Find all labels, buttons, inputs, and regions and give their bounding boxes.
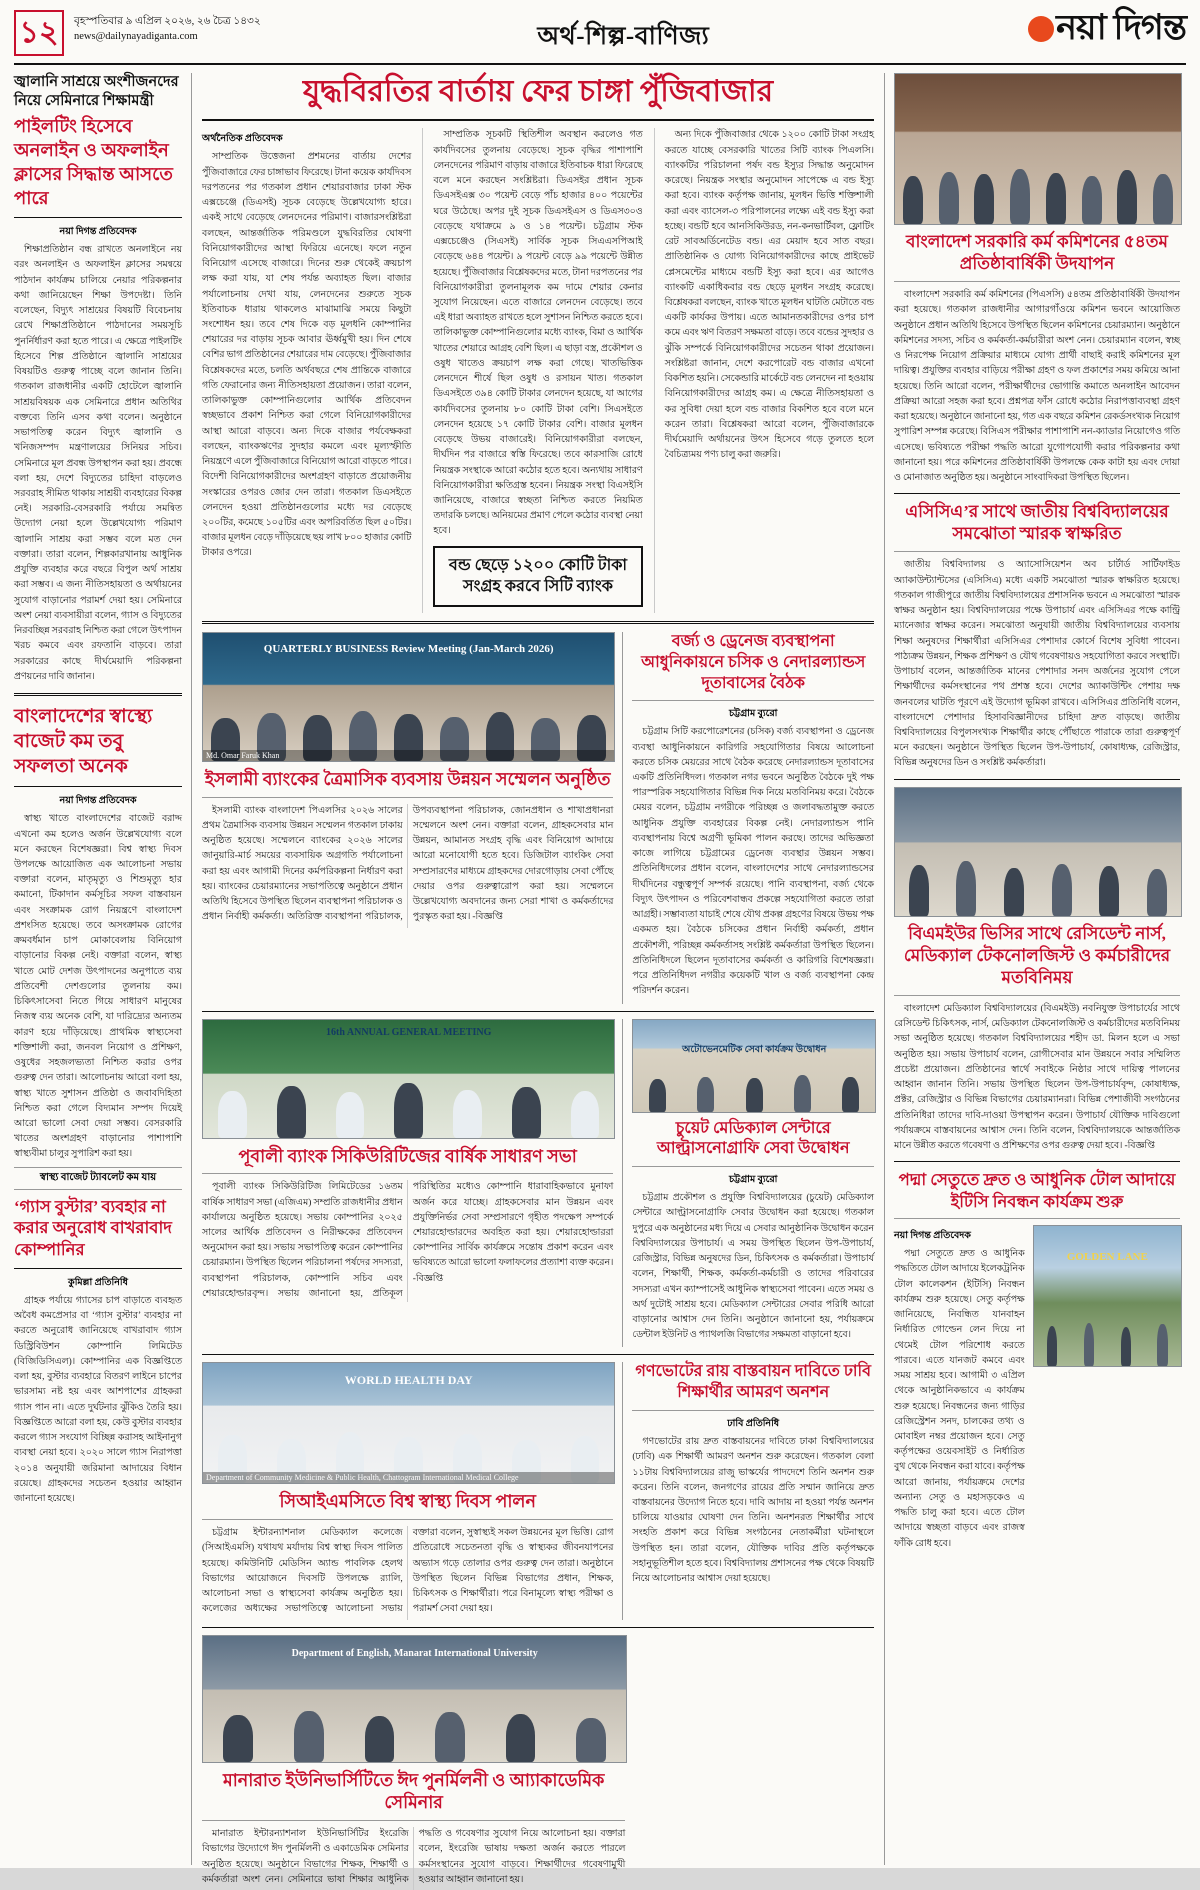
photo-banner-text: Department of English, Manarat International University (291, 1648, 538, 1660)
story-manarat (202, 1635, 874, 1890)
mid-row-2 (202, 1019, 874, 1348)
bmu-photo (894, 787, 1182, 917)
story-energy-seminar (14, 73, 182, 685)
story-body: গ্রাহক পর্যায়ে গ্যাসের চাপ বাড়াতে ব্যবহৃত অবৈধ কমপ্রেসার বা ‘গ্যাস বুস্টার’ ব্যবহার না করতে অনুরোধ জানিয়েছে বাখরাবাদ গ্যাস ডিস্ট্রিবিউশন কোম্পানি লিমিটেড (বিজিডিসিএল)। কোম্পানির এক বিজ্ঞপ্তিতে বলা হয়, বুস্টার ব্যবহারে বিতরণ লাইনে চাপের ভারসাম্য নষ্ট হয় এবং আশপাশের গ্রাহকরা গ্যাস পান না। এতে দুর্ঘটনার ঝুঁকিও তৈরি হয়। বিজ্ঞপ্তিতে আরো বলা হয়, কেউ বুস্টার ব্যবহার করলে গ্যাস সংযোগ বিচ্ছিন্ন করাসহ আইনানুগ ব্যবস্থা নেয়া হবে। ২০২০ সালে গ্যাস নিরাপত্তা ২০১৪ অনুযায়ী জরিমানা আদায়ের বিধান রয়েছে। গ্রাহকদের সচেতন হওয়ার আহ্বান জানানো হয়েছে। (14, 1295, 182, 1505)
photo-banner-text: অটোভেনমেটিক সেবা কার্যক্রম উদ্বোধন (682, 1045, 827, 1056)
photo-banner-text: GOLDEN LANE (1066, 1251, 1148, 1264)
masthead (14, 10, 1186, 65)
story-headline: ‘গ্যাস বুস্টার’ ব্যবহার না করার অনুরোধ বাখরাবাদ কোম্পানির (14, 1196, 172, 1260)
story-padma-toll (894, 1169, 1180, 1556)
page-grid (14, 73, 1186, 1885)
story-body: গণভোটের রায় দ্রুত বাস্তবায়নের দাবিতে ঢাকা বিশ্ববিদ্যালয়ের (ঢাবি) এক শিক্ষার্থী আমরণ অনশন শুরু করেছেন। গতকাল বেলা ১১টায় বিশ্ববিদ্যালয়ের রাজু ভাস্কর্যের পাদদেশে তিনি অনশন শুরু করেন। তিনি বলেন, জনগণের রায়ের প্রতি সম্মান জানিয়ে দ্রুত বাস্তবায়নের উদ্যোগ নিতে হবে। দাবি আদায় না হওয়া পর্যন্ত অনশন চালিয়ে যাওয়ার ঘোষণা দেন তিনি। অনশনরত শিক্ষার্থীর সাথে সংহতি প্রকাশ করে বিভিন্ন সংগঠনের নেতাকর্মীরা ঘটনাস্থলে উপস্থিত হন। তারা বলেন, যৌক্তিক দাবির প্রতি কর্তৃপক্ষকে সহানুভূতিশীল হতে হবে। বিশ্ববিদ্যালয় প্রশাসনের পক্ষ থেকে বিষয়টি নিয়ে আলোচনার আশ্বাস দেয়া হয়েছে। (632, 1437, 874, 1585)
story-kicker: জ্বালানি সাশ্রয়ে অংশীজনদের নিয়ে সেমিনারে শিক্ষামন্ত্রী (14, 74, 179, 110)
lead-story (202, 73, 874, 613)
story-headline: বিএমইউর ভিসির সাথে রেসিডেন্ট নার্স, মেডিক্যাল টেকনোলজিস্ট ও কর্মচারীদের মতবিনিময় (903, 923, 1171, 987)
story-headline: পূবালী ব্যাংক সিকিউরিটিজের বার্ষিক সাধারণ সভা (238, 1145, 577, 1166)
sun-icon (1028, 16, 1054, 42)
story-health-budget (14, 704, 182, 1190)
lead-body-col1: সাম্প্রতিক উত্তেজনা প্রশমনের বার্তায় দেশের পুঁজিবাজারে ফের চাঙ্গাভাব ফিরেছে। টানা কয়েক কার্যদিবস দরপতনের পর গতকাল প্রধান শেয়ারবাজার ঢাকা স্টক এক্সচেঞ্জে (ডিএসই) সূচক বেড়েছে উল্লেখযোগ্য হারে। একই সাথে বেড়েছে লেনদেনের পরিমাণ। বাজারসংশ্লিষ্টরা বলছেন, আন্তর্জাতিক পরিমণ্ডলে যুদ্ধবিরতির ঘোষণা বিনিয়োগকারীদের আস্থা ফিরিয়ে এনেছে। ফলে নতুন বিনিয়োগ এসেছে বাজারে। দিনের শুরু থেকেই ক্রয়চাপ লক্ষ করা যায়, যা শেষ পর্যন্ত অব্যাহত ছিল। বাজার পর্যালোচনায় দেখা যায়, লেনদেনের শুরুতে সূচক ইতিবাচক ধারায় থাকলেও মাঝামাঝি সময়ে কিছুটা সংশোধন হয়। তবে শেষ দিকে বড় মূলধনি কোম্পানির শেয়ারের দর বাড়ায় সূচক আবার ঊর্ধ্বমুখী হয়। দিন শেষে বেশির ভাগ প্রতিষ্ঠানের শেয়ারের দাম বেড়েছে। পুঁজিবাজার বিশ্লেষকদের মতে, চলতি অর্থবছরে শেষ প্রান্তিকে বাজারে গতি ফেরানোর জন্য নীতিসহায়তা প্রয়োজন। তারা বলেন, তালিকাভুক্ত কোম্পানিগুলোর আর্থিক প্রতিবেদন স্বচ্ছভাবে প্রকাশ নিশ্চিত করা গেলে বিনিয়োগকারীদের আস্থা আরো বাড়বে। অন্য দিকে বাজার পর্যবেক্ষকরা বলছেন, ব্যাংকঋণের সুদহার কমলে এবং মূল্যস্ফীতি নিয়ন্ত্রণে এলে পুঁজিবাজারে বিনিয়োগ আরো বাড়তে পারে। বিদেশী বিনিয়োগকারীদের অংশগ্রহণ বাড়াতে প্রয়োজনীয় সংস্কারের ওপরও জোর দেন তারা। গতকাল ডিএসইতে লেনদেন হওয়া প্রতিষ্ঠানগুলোর মধ্যে দর বেড়েছে ২০০টির, কমেছে ১০৫টির এবং অপরিবর্তিত ছিল ৫০টির। বাজার মূলধন বেড়ে দাঁড়িয়েছে ছয় লাখ ৮০০ হাজার কোটি টাকার ওপরে। (202, 152, 412, 559)
cimc-photo (202, 1362, 615, 1484)
story-headline: এসিসিএ’র সাথে জাতীয় বিশ্ববিদ্যালয়ের সমঝোতা স্মারক স্বাক্ষরিত (905, 502, 1169, 544)
story-headline: বাংলাদেশের স্বাস্থ্যে বাজেট কম তবু সফলতা অনেক (14, 706, 153, 778)
story-headline: ইসলামী ব্যাংকের ত্রৈমাসিক ব্যবসায় উন্নয়ন সম্মেলন অনুষ্ঠিত (204, 768, 611, 789)
story-headline: মানারাত ইউনিভার্সিটিতে ঈদ পুনর্মিলনী ও আ্যাকাডেমিক সেমিনার (222, 1769, 605, 1813)
story-body: স্বাস্থ্য খাতে বাংলাদেশের বাজেট বরাদ্দ এখনো কম হলেও অর্জন উল্লেখযোগ্য বলে মনে করছেন বিশেষজ্ঞরা। বিশ্ব স্বাস্থ্য দিবস উপলক্ষে আয়োজিত এক আলোচনা সভায় বক্তারা বলেন, মাতৃমৃত্যু ও শিশুমৃত্যু হার কমানো, টিকাদান কর্মসূচির সফল বাস্তবায়ন এবং সংক্রামক রোগ নিয়ন্ত্রণে বাংলাদেশ প্রশংসিত হয়েছে। তবে অসংক্রামক রোগের ক্রমবর্ধমান চাপ মোকাবেলায় বিনিয়োগ বাড়ানোর বিকল্প নেই। বক্তারা বলেন, স্বাস্থ্য খাতে মোট দেশজ উৎপাদনের অনুপাতে ব্যয় প্রতিবেশী দেশগুলোর তুলনায় কম। চিকিৎসাসেবা নিতে গিয়ে সাধারণ মানুষের নিজস্ব ব্যয় অনেক বেশি, যা দারিদ্র্যের অন্যতম কারণ হয়ে দাঁড়িয়েছে। প্রাথমিক স্বাস্থ্যসেবা শক্তিশালী করা, জনবল নিয়োগ ও প্রশিক্ষণ, ওষুধের সহজলভ্যতা নিশ্চিত করার ওপর গুরুত্ব দেন তারা। আলোচনায় আরো বলা হয়, স্বাস্থ্য খাতে সুশাসন প্রতিষ্ঠা ও জবাবদিহিতা নিশ্চিত করা গেলে বিদ্যমান সম্পদ দিয়েই আরো ভালো সেবা দেয়া সম্ভব। বেসরকারি খাতের অংশগ্রহণ বাড়ানোর পাশাপাশি স্বাস্থ্যবীমা চালুর সুপারিশ করা হয়। (14, 814, 182, 1160)
story-body: জাতীয় বিশ্ববিদ্যালয় ও অ্যাসোসিয়েশন অব চার্টার্ড সার্টিফাইড অ্যাকাউন্ট্যান্টসের (এসিসিএ) মধ্যে একটি সমঝোতা স্মারক স্বাক্ষরিত হয়েছে। গতকাল গাজীপুরে জাতীয় বিশ্ববিদ্যালয়ের প্রশাসনিক ভবনে এ সমঝোতা স্মারক স্বাক্ষর অনুষ্ঠান হয়। বিশ্ববিদ্যালয়ের পক্ষে উপাচার্য এবং এসিসিএর পক্ষে কান্ট্রি ম্যানেজার স্বাক্ষর করেন। সমঝোতা অনুযায়ী জাতীয় বিশ্ববিদ্যালয়ের ব্যবসায় শিক্ষা অনুষদের শিক্ষার্থীরা এসিসিএর পেশাদার কোর্সে বিশেষ সুবিধা পাবেন। পাঠ্যক্রম উন্নয়ন, শিক্ষক প্রশিক্ষণ ও যৌথ গবেষণায়ও সহযোগিতা করবে সংস্থাটি। উপাচার্য বলেন, আন্তর্জাতিক মানের পেশাদার সনদ অর্জনের সুযোগ পেলে শিক্ষার্থীদের কর্মসংস্থানের পথ প্রশস্ত হবে। দেশের অ্যাকাউন্টিং পেশায় দক্ষ জনবলের ঘাটতি পূরণে এই উদ্যোগ ভূমিকা রাখবে। এসিসিএর প্রতিনিধি বলেন, বাংলাদেশে পেশাদার হিসাববিজ্ঞানীদের চাহিদা দ্রুত বাড়ছে। জাতীয় বিশ্ববিদ্যালয়ের বিপুলসংখ্যক শিক্ষার্থীর কাছে পৌঁছাতে পারাকে তারা গুরুত্বপূর্ণ মনে করছেন। অনুষ্ঠানে উপস্থিত ছিলেন উপ-উপাচার্য, কোষাধ্যক্ষ, রেজিস্ট্রার, বিভিন্ন অনুষদের ডিন ও সংশ্লিষ্ট কর্মকর্তারা। (894, 560, 1180, 769)
photo-subtext: Md. Omar Faruk Khan (203, 750, 614, 761)
story-headline: চুয়েট মেডিক্যাল সেন্টারে আল্ট্রাসনোগ্রাফি সেবা উদ্বোধন (656, 1119, 850, 1158)
lead-body-col2: সাম্প্রতিক সূচকটি স্থিতিশীল অবস্থান করলেও গত কার্যদিবসের তুলনায় বেড়েছে। সূচক বৃদ্ধির পাশাপাশি লেনদেনের পরিমাণ বাড়ায় বাজারে ইতিবাচক ধারা ফিরেছে বলে মনে করছেন সংশ্লিষ্টরা। ডিএসইর প্রধান সূচক ডিএসইএক্স ৩০ পয়েন্ট বেড়ে পাঁচ হাজার ৪০০ পয়েন্টের ঘরে উঠেছে। অপর দুই সূচক ডিএসইএস ও ডিএস৩০ও বেড়েছে যথাক্রমে ৯ ও ১৪ পয়েন্ট। চট্টগ্রাম স্টক এক্সচেঞ্জেও (সিএসই) সার্বিক সূচক সিএএসপিআই বেড়েছে ৬৪৪ পয়েন্ট। ৯ পয়েন্ট বেড়ে ৯৯ পয়েন্টে উন্নীত হয়েছে। পুঁজিবাজার বিশ্লেষকদের মতে, টানা দরপতনের পর বিনিয়োগকারীরা তুলনামূলক কম দামে শেয়ার কেনার সুযোগ নিয়েছেন। এতে বাজারে লেনদেন বেড়েছে। তবে এই ধারা অব্যাহত রাখতে হলে সুশাসন নিশ্চিত করতে হবে। তালিকাভুক্ত কোম্পানিগুলোর মধ্যে ব্যাংক, বিমা ও আর্থিক খাতের শেয়ারে আগ্রহ বেশি ছিল। এ ছাড়া বস্ত্র, প্রকৌশল ও ওষুধ খাতেও ক্রয়চাপ লক্ষ করা গেছে। খাতভিত্তিক লেনদেনে শীর্ষে ছিল ওষুধ ও রসায়ন খাত। গতকাল ডিএসইতে ৩৯৪ কোটি টাকার লেনদেন হয়েছে, যা আগের কার্যদিবসের তুলনায় ৮০ কোটি টাকা বেশি। সিএসইতে লেনদেন হয়েছে ১৭ কোটি টাকার বেশি। বাজার মূলধন বেড়েছে উভয় বাজারেই। বিনিয়োগকারীরা বলছেন, দীর্ঘদিন পর বাজারে স্বস্তি ফিরেছে। তবে কারসাজি রোধে নিয়ন্ত্রক সংস্থাকে আরো কঠোর হতে হবে। অন্যথায় সাধারণ বিনিয়োগকারীরা ক্ষতিগ্রস্ত হবেন। নিয়ন্ত্রক সংস্থা বিএসইসি জানিয়েছে, বাজারে স্বচ্ছতা নিশ্চিত করতে নিয়মিত তদারকি চলছে। অনিয়মের প্রমাণ পেলে কঠোর ব্যবস্থা নেয়া হবে। (433, 130, 643, 537)
manarat-photo (202, 1635, 627, 1763)
story-body: মানারাত ইন্টারন্যাশনাল ইউনিভার্সিটির ইংরেজি বিভাগের উদ্যোগে ঈদ পুনর্মিলনী ও একাডেমিক সেমিনার অনুষ্ঠিত হয়েছে। অনুষ্ঠানে বিভাগের শিক্ষক, শিক্ষার্থী ও কর্মকর্তারা অংশ নেন। সেমিনারে ভাষা শিক্ষার আধুনিক পদ্ধতি ও গবেষণার সুযোগ নিয়ে আলোচনা হয়। বক্তারা বলেন, ইংরেজি ভাষায় দক্ষতা অর্জন করতে পারলে কর্মসংস্থানের সুযোগ বাড়বে। শিক্ষার্থীদের গবেষণামুখী হওয়ার আহ্বান জানানো হয়। (202, 1829, 626, 1885)
byline: নয়া দিগন্ত প্রতিবেদক (59, 227, 137, 238)
story-body: শিক্ষাপ্রতিষ্ঠান বন্ধ রাখতে অনলাইনে নয় বরং অনলাইন ও অফলাইন ক্লাসের সমন্বয়ে পাঠদান কার্যক্রম চালিয়ে নেয়ার পরিকল্পনার কথা জানিয়েছেন শিক্ষা উপদেষ্টা। তিনি বলেছেন, বিদ্যুৎ সাশ্রয়ের বিষয়টি বিবেচনায় রেখে শিক্ষাপ্রতিষ্ঠানে পাঠদানের সময়সূচি পুনর্নির্ধারণ করা হতে পারে। এ ক্ষেত্রে পাইলটিং হিসেবে শিল্প প্রতিষ্ঠানে জ্বালানি সাশ্রয়ের বিষয়টিও গুরুত্ব পাচ্ছে বলে জানান তিনি। গতকাল রাজধানীর একটি হোটেলে জ্বালানি সাশ্রয়বিষয়ক এক সেমিনারে প্রধান অতিথির বক্তব্যে তিনি এসব কথা বলেন। অনুষ্ঠানে সভাপতিত্ব করেন বিদ্যুৎ জ্বালানি ও খনিজসম্পদ মন্ত্রণালয়ের সিনিয়র সচিব। সেমিনারে মূল প্রবন্ধ উপস্থাপন করা হয়। প্রবন্ধে বলা হয়, দেশে বিদ্যুতের চাহিদা বাড়লেও সরবরাহ সীমিত থাকায় সাশ্রয়ী ব্যবহারের বিকল্প নেই। সরকারি-বেসরকারি পর্যায়ে সমন্বিত উদ্যোগ নেয়া হলে উল্লেখযোগ্য পরিমাণ জ্বালানি সাশ্রয় করা সম্ভব বলে মত দেন বক্তারা। তারা বলেন, শিল্পকারখানায় আধুনিক প্রযুক্তি ব্যবহার করে বছরে বিপুল অর্থ সাশ্রয় করা সম্ভব। এ জন্য নীতিসহায়তা ও অর্থায়নের সুযোগ বাড়ানোর পরামর্শ দেয়া হয়। সেমিনারে অংশ নেয়া ব্যবসায়ীরা বলেন, গ্যাস ও বিদ্যুতের নিরবচ্ছিন্ন সরবরাহ নিশ্চিত করা গেলে উৎপাদন খরচ কমবে এবং রফতানি বাড়বে। তারা সরকারের কাছে দীর্ঘমেয়াদি পরিকল্পনা প্রণয়নের দাবি জানান। (14, 245, 182, 682)
lead-headline: যুদ্ধবিরতির বার্তায় ফের চাঙ্গা পুঁজিবাজার (202, 73, 874, 121)
mid-row-3 (202, 1362, 874, 1619)
middle-column (202, 73, 874, 1885)
story-gas-booster (14, 1196, 182, 1508)
story-headline: সিআইএমসিতে বিশ্ব স্বাস্থ্য দিবস পালন (279, 1491, 536, 1512)
story-headline: পদ্মা সেতুতে দ্রুত ও আধুনিক টোল আদায়ে ইটিসি নিবন্ধন কার্যক্রম শুরু (898, 1170, 1176, 1211)
byline: চট্টগ্রাম ব্যুরো (728, 1175, 778, 1186)
story-acca (894, 501, 1180, 771)
brand-name: নয়া দিগন্ত (1056, 8, 1186, 47)
byline: অর্থনৈতিক প্রতিবেদক (202, 134, 283, 145)
byline: নয়া দিগন্ত প্রতিবেদক (894, 1231, 971, 1242)
autorickshaw-photo (632, 1019, 876, 1113)
page-number: ১২ (14, 10, 64, 56)
pubali-agm-photo (202, 1019, 615, 1139)
story-body: পদ্মা সেতুতে দ্রুত ও আধুনিক পদ্ধতিতে টোল আদায়ে ইলেকট্রনিক টোল কালেকশন (ইটিসি) নিবন্ধন কার্যক্রম শুরু হয়েছে। সেতু কর্তৃপক্ষ জানিয়েছে, নিবন্ধিত যানবাহন নির্ধারিত গোল্ডেন লেন দিয়ে না থেমেই টোল পরিশোধ করতে পারবে। এতে যানজট কমবে এবং সময় সাশ্রয় হবে। আগামী ৩ এপ্রিল থেকে আনুষ্ঠানিকভাবে এ কার্যক্রম শুরু হয়েছে। নিবন্ধনের জন্য গাড়ির রেজিস্ট্রেশন সনদ, চালকের তথ্য ও মোবাইল নম্বর প্রয়োজন হবে। সেতু কর্তৃপক্ষের ওয়েবসাইট ও নির্ধারিত বুথ থেকে নিবন্ধন করা যাবে। কর্তৃপক্ষ আরো জানায়, পর্যায়ক্রমে দেশের অন্যান্য সেতু ও মহাসড়কেও এ পদ্ধতি চালু করা হবে। এতে টোল আদায়ে স্বচ্ছতা বাড়বে এবং রাজস্ব ফাঁকি রোধ হবে। (894, 1249, 1025, 1549)
islami-bank-photo (202, 632, 615, 762)
brand-logo (986, 10, 1186, 45)
story-body: বাংলাদেশ সরকারি কর্ম কমিশনের (পিএসসি) ৫৪তম প্রতিষ্ঠাবার্ষিকী উদযাপন করা হয়েছে। গতকাল রাজধানীর আগারগাঁওয়ে কমিশন ভবনে আয়োজিত অনুষ্ঠানে প্রধান অতিথি হিসেবে উপস্থিত ছিলেন কমিশনের চেয়ারম্যান। অনুষ্ঠানে কমিশনের সদস্য, সচিব ও কর্মকর্তা-কর্মচারীরা অংশ নেন। চেয়ারম্যান বলেন, স্বচ্ছ ও নিরপেক্ষ নিয়োগ প্রক্রিয়ার মাধ্যমে যোগ্য প্রার্থী বাছাই করাই কমিশনের মূল দায়িত্ব। প্রযুক্তির ব্যবহার বাড়িয়ে পরীক্ষা গ্রহণ ও ফল প্রকাশের সময় কমিয়ে আনা হয়েছে। তিনি আরো বলেন, পরীক্ষার্থীদের ভোগান্তি কমাতে অনলাইন আবেদন প্রক্রিয়া আরো সহজ করা হবে। প্রশ্নপত্র ফাঁস রোধে কঠোর নিরাপত্তাব্যবস্থা গ্রহণ করা হয়েছে। অনুষ্ঠানে জানানো হয়, গত এক বছরে কমিশন রেকর্ডসংখ্যক নিয়োগ সুপারিশ সম্পন্ন করেছে। বিসিএস পরীক্ষার পাশাপাশি নন-ক্যাডার নিয়োগেও গতি এসেছে। ভবিষ্যতে পরীক্ষা পদ্ধতি আরো যুগোপযোগী করার পরিকল্পনার কথা জানানো হয়। পরে কমিশনের প্রতিষ্ঠাবার্ষিকী উপলক্ষে কেক কাটা হয় এবং দোয়া ও মোনাজাত অনুষ্ঠিত হয়। অনুষ্ঠানে সাংবাদিকরা উপস্থিত ছিলেন। (894, 290, 1180, 483)
right-column (884, 73, 1180, 1865)
story-body: চট্টগ্রাম ইন্টারন্যাশনাল মেডিক্যাল কলেজে (সিআইএমসি) যথাযথ মর্যাদায় বিশ্ব স্বাস্থ্য দিবস পালিত হয়েছে। কমিউনিটি মেডিসিন অ্যান্ড পাবলিক হেলথ বিভাগের আয়োজনে দিবসটি উপলক্ষে র‌্যালি, আলোচনা সভা ও স্বাস্থ্যসেবা কার্যক্রম অনুষ্ঠিত হয়। কলেজের অধ্যক্ষের সভাপতিত্বে আলোচনা সভায় বক্তারা বলেন, সুস্বাস্থ্যই সকল উন্নয়নের মূল ভিত্তি। রোগ প্রতিরোধে সচেতনতা বৃদ্ধি ও স্বাস্থ্যকর জীবনযাপনের অভ্যাস গড়ে তোলার ওপর গুরুত্ব দেন তারা। অনুষ্ঠানে উপস্থিত ছিলেন বিভিন্ন বিভাগের প্রধান, শিক্ষক, চিকিৎসক ও শিক্ষার্থীরা। পরে বিনামূল্যে স্বাস্থ্য পরীক্ষা ও পরামর্শ সেবা দেয়া হয়। (202, 1528, 614, 1615)
story-body: ইসলামী ব্যাংক বাংলাদেশ পিএলসির ২০২৬ সালের প্রথম ত্রৈমাসিক ব্যবসায় উন্নয়ন সম্মেলন গতকাল ঢাকায় অনুষ্ঠিত হয়েছে। সম্মেলনে ব্যাংকের ২০২৬ সালের জানুয়ারি-মার্চ সময়ের ব্যবসায়িক অগ্রগতি পর্যালোচনা করা হয় এবং আগামী দিনের কর্মপরিকল্পনা নির্ধারণ করা হয়। ব্যাংকের চেয়ারম্যানের সভাপতিত্বে অনুষ্ঠানে প্রধান অতিথি হিসেবে উপস্থিত ছিলেন ব্যবস্থাপনা পরিচালক ও প্রধান নির্বাহী কর্মকর্তা। অতিরিক্ত ব্যবস্থাপনা পরিচালক, উপব্যবস্থাপনা পরিচালক, জোনপ্রধান ও শাখাপ্রধানরা সম্মেলনে অংশ নেন। বক্তারা বলেন, গ্রাহকসেবার মান উন্নয়ন, আমানত সংগ্রহ বৃদ্ধি এবং বিনিয়োগ আদায়ে আরো মনোযোগী হতে হবে। ডিজিটাল ব্যাংকিং সেবা সম্প্রসারণের মাধ্যমে গ্রাহকদের দোরগোড়ায় সেবা পৌঁছে দেয়ার ওপর গুরুত্বারোপ করা হয়। সম্মেলনে উল্লেখযোগ্য অবদানের জন্য সেরা শাখা ও কর্মকর্তাদের পুরস্কৃত করা হয়। -বিজ্ঞপ্তি (202, 805, 614, 923)
story-headline: পাইলটিং হিসেবে অনলাইন ও অফলাইন ক্লাসের সিদ্ধান্ত আসতে পারে (14, 116, 173, 208)
byline: ঢাবি প্রতিনিধি (727, 1419, 780, 1430)
byline: কুমিল্লা প্রতিনিধি (68, 1277, 128, 1288)
photo-banner-text: 16th ANNUAL GENERAL MEETING (326, 1026, 492, 1038)
story-subhead: স্বাস্থ্য বাজেট ট্যাবলেট কম যায় (14, 1167, 182, 1190)
photo-banner-text: WORLD HEALTH DAY (344, 1373, 473, 1388)
photo-banner-text: QUARTERLY BUSINESS Review Meeting (Jan-March 2026) (263, 643, 554, 656)
issue-date: বৃহস্পতিবার ৯ এপ্রিল ২০২৬, ২৬ চৈত্র ১৪৩২ (74, 16, 261, 27)
story-body: পূবালী ব্যাংক সিকিউরিটিজ লিমিটেডের ১৬তম বার্ষিক সাধারণ সভা (এজিএম) সম্প্রতি রাজধানীর প্রধান কার্যালয়ে অনুষ্ঠিত হয়েছে। সভায় কোম্পানির ২০২৫ সালের আর্থিক প্রতিবেদন ও নিরীক্ষকের প্রতিবেদন অনুমোদন করা হয়। সভায় সভাপতিত্ব করেন কোম্পানির চেয়ারম্যান। উপস্থিত ছিলেন পরিচালনা পর্ষদের সদস্যরা, ব্যবস্থাপনা পরিচালক, কোম্পানি সচিব এবং শেয়ারহোল্ডারবৃন্দ। সভায় জানানো হয়, প্রতিকূল পরিস্থিতির মধ্যেও কোম্পানি ধারাবাহিকভাবে মুনাফা অর্জন করে যাচ্ছে। গ্রাহকসেবার মান উন্নয়ন এবং প্রযুক্তিনির্ভর সেবা সম্প্রসারণে গৃহীত পদক্ষেপ সম্পর্কে শেয়ারহোল্ডারদের অবহিত করা হয়। শেয়ারহোল্ডাররা কোম্পানির সার্বিক কার্যক্রমে সন্তোষ প্রকাশ করেন এবং ভবিষ্যতে আরো ভালো ফলাফলের প্রত্যাশা ব্যক্ত করেন। -বিজ্ঞপ্তি (202, 1182, 614, 1299)
story-headline: বর্জ্য ও ড্রেনেজ ব্যবস্থাপনা আধুনিকায়নে চসিক ও নেদারল্যান্ডস দূতাবাসের বৈঠক (641, 632, 866, 692)
contact-email: news@dailynayadiganta.com (74, 31, 198, 43)
padma-toll-photo (1033, 1225, 1182, 1367)
photo-subtext: Department of Community Medicine & Public Health, Chattogram International Medical College (203, 1472, 614, 1483)
byline: নয়া দিগন্ত প্রতিবেদক (59, 796, 137, 807)
story-body: চট্টগ্রাম প্রকৌশল ও প্রযুক্তি বিশ্ববিদ্যালয়ের (চুয়েট) মেডিক্যাল সেন্টারে আল্ট্রাসনোগ্রাফি সেবার উদ্বোধন করা হয়েছে। গতকাল দুপুরে এক অনুষ্ঠানের মধ্য দিয়ে এ সেবার আনুষ্ঠানিক উদ্বোধন করেন বিশ্ববিদ্যালয়ের উপাচার্য। এ সময় উপস্থিত ছিলেন উপ-উপাচার্য, রেজিস্ট্রার, বিভিন্ন অনুষদের ডিন, চিকিৎসক ও কর্মকর্তারা। উপাচার্য বলেন, শিক্ষার্থী, শিক্ষক, কর্মকর্তা-কর্মচারী ও তাদের পরিবারের সদস্যরা এখন ক্যাম্পাসেই আধুনিক স্বাস্থ্যসেবা পাবেন। এতে সময় ও অর্থ দুটোই সাশ্রয় হবে। মেডিক্যাল সেন্টারের সেবার পরিধি আরো বাড়ানোর আশ্বাস দেন তিনি। অনুষ্ঠানে জানানো হয়, পর্যায়ক্রমে ডেন্টাল ইউনিট ও প্যাথলজি বিভাগের সক্ষমতা বাড়ানো হবে। (632, 1193, 874, 1341)
pullquote-box: বন্ড ছেড়ে ১২০০ কোটি টাকা সংগ্রহ করবে সিটি ব্যাংক (433, 546, 642, 607)
story-body: চট্টগ্রাম সিটি করপোরেশনের (চসিক) বর্জ্য ব্যবস্থাপনা ও ড্রেনেজ ব্যবস্থা আধুনিকায়নে কারিগরি সহযোগিতার বিষয়ে আলোচনা করতে চসিক মেয়রের সাথে বৈঠক করেছে নেদারল্যান্ডস দূতাবাসের একটি প্রতিনিধিদল। গতকাল নগর ভবনে অনুষ্ঠিত বৈঠকে দুই পক্ষ পারস্পরিক সহযোগিতার বিভিন্ন দিক নিয়ে মতবিনিময় করে। বৈঠকে মেয়র বলেন, চট্টগ্রাম নগরীকে পরিচ্ছন্ন ও জলাবদ্ধতামুক্ত করতে আধুনিক প্রযুক্তি ব্যবহারের বিকল্প নেই। নেদারল্যান্ডস পানি ব্যবস্থাপনায় বিশ্বে অগ্রণী ভূমিকা পালন করছে। তাদের অভিজ্ঞতা কাজে লাগিয়ে চট্টগ্রামের ড্রেনেজ ব্যবস্থার উন্নয়ন সম্ভব। প্রতিনিধিদলের প্রধান বলেন, বাংলাদেশের সাথে নেদারল্যান্ডসের দীর্ঘদিনের বন্ধুত্বপূর্ণ সম্পর্ক রয়েছে। পানি ব্যবস্থাপনা, বর্জ্য থেকে বিদ্যুৎ উৎপাদন ও পরিবেশবান্ধব প্রকল্পে সহযোগিতা করতে তারা আগ্রহী। সম্ভাব্যতা যাচাই শেষে যৌথ প্রকল্প গ্রহণের বিষয়ে উভয় পক্ষ একমত হয়। বৈঠকে চসিকের প্রধান নির্বাহী কর্মকর্তা, প্রধান প্রকৌশলী, পরিচ্ছন্ন কর্মকর্তাসহ সংশ্লিষ্ট কর্মকর্তারা উপস্থিত ছিলেন। প্রতিনিধিদলে ছিলেন দূতাবাসের কর্মকর্তা ও কারিগরি বিশেষজ্ঞরা। পরে প্রতিনিধিদল নগরীর কয়েকটি খাল ও বর্জ্য ব্যবস্থাপনা কেন্দ্র পরিদর্শন করেন। (632, 727, 874, 997)
story-headline: গণভোটের রায় বাস্তবায়ন দাবিতে ঢাবি শিক্ষার্থীর আমরণ অনশন (635, 1363, 872, 1402)
mid-row-1 (202, 632, 874, 1004)
section-title: অর্থ-শিল্প-বাণিজ্য (537, 23, 710, 50)
lead-body-col3: অন্য দিকে পুঁজিবাজার থেকে ১২০০ কোটি টাকা সংগ্রহ করতে যাচ্ছে বেসরকারি খাতের সিটি ব্যাংক পিএলসি। ব্যাংকটির পরিচালনা পর্ষদ বন্ড ইস্যুর সিদ্ধান্ত অনুমোদন করেছে। নিয়ন্ত্রক সংস্থার অনুমোদন সাপেক্ষে এ বন্ড ইস্যু করা হবে। ব্যাংক কর্তৃপক্ষ জানায়, মূলধন ভিত্তি শক্তিশালী করা এবং ব্যাসেল-৩ পরিপালনের লক্ষ্যে এই বন্ড ইস্যু করা হচ্ছে। বন্ডটি হবে আনসিকিউরড, নন-কনভার্টিবল, ফ্লোটিং রেট সাবঅর্ডিনেটেড বন্ড। এর মেয়াদ হবে সাত বছর। প্রাতিষ্ঠানিক ও যোগ্য বিনিয়োগকারীদের কাছে প্রাইভেট প্লেসমেন্টের মাধ্যমে বন্ডটি ইস্যু করা হবে। এর আগেও ব্যাংকটি একাধিকবার বন্ড ছেড়ে মূলধন সংগ্রহ করেছে। বিশ্লেষকরা বলছেন, ব্যাংক খাতে মূলধন ঘাটতি মেটাতে বন্ড একটি কার্যকর উপায়। এতে আমানতকারীদের ওপর চাপ কমে এবং ঋণ বিতরণ সক্ষমতা বাড়ে। তবে বন্ডের সুদহার ও ঝুঁকি সম্পর্কে বিনিয়োগকারীদের সচেতন থাকা প্রয়োজন। সংশ্লিষ্টরা জানান, দেশে করপোরেট বন্ড বাজার এখনো বিকশিত হয়নি। সেকেন্ডারি মার্কেটে বন্ড লেনদেন না হওয়ায় বিনিয়োগকারীদের আগ্রহ কম। এ ক্ষেত্রে নীতিসহায়তা ও কর সুবিধা দেয়া হলে বন্ড বাজার বিকশিত হবে বলে মনে করেন তারা। বিশ্লেষকরা আরো বলেন, পুঁজিবাজারকে দীর্ঘমেয়াদি অর্থায়নের উৎস হিসেবে গড়ে তুলতে হলে বৈচিত্র্যময় পণ্য চালু করা জরুরি। (664, 130, 874, 461)
byline: চট্টগ্রাম ব্যুরো (728, 709, 778, 720)
story-psc (894, 73, 1180, 486)
story-headline: বাংলাদেশ সরকারি কর্ম কমিশনের ৫৪তম প্রতিষ্ঠাবার্ষিকী উদযাপন (906, 232, 1168, 274)
issue-info (74, 10, 261, 44)
psc-photo (894, 73, 1182, 225)
story-bmu (894, 787, 1180, 1155)
left-column (14, 73, 192, 1865)
story-body: বাংলাদেশ মেডিক্যাল বিশ্ববিদ্যালয়ের (বিএমইউ) নবনিযুক্ত উপাচার্যের সাথে রেসিডেন্ট চিকিৎসক, নার্স, মেডিক্যাল টেকনোলজিস্ট ও কর্মচারীদের মতবিনিময় সভা অনুষ্ঠিত হয়েছে। গতকাল বিশ্ববিদ্যালয়ের শহীদ ডা. মিলন হলে এ সভা অনুষ্ঠিত হয়। সভায় উপাচার্য বলেন, রোগীসেবার মান উন্নয়নে সবার সম্মিলিত প্রচেষ্টা প্রয়োজন। প্রতিষ্ঠানের স্বার্থে সবাইকে নিষ্ঠার সাথে দায়িত্ব পালনের আহ্বান জানান তিনি। সভায় উপস্থিত ছিলেন উপ-উপাচার্যবৃন্দ, কোষাধ্যক্ষ, প্রক্টর, রেজিস্ট্রার ও বিভিন্ন বিভাগের চেয়ারম্যানরা। বিভিন্ন পেশাজীবী সংগঠনের প্রতিনিধিরা তাদের দাবি-দাওয়া উপস্থাপন করেন। উপাচার্য যৌক্তিক দাবিগুলো পর্যায়ক্রমে বাস্তবায়নের আশ্বাস দেন। তিনি বলেন, বিশ্ববিদ্যালয়কে আন্তর্জাতিক মানে উন্নীত করতে গবেষণা ও প্রশিক্ষণের ওপর গুরুত্ব দেয়া হবে। -বিজ্ঞপ্তি (894, 1003, 1180, 1152)
